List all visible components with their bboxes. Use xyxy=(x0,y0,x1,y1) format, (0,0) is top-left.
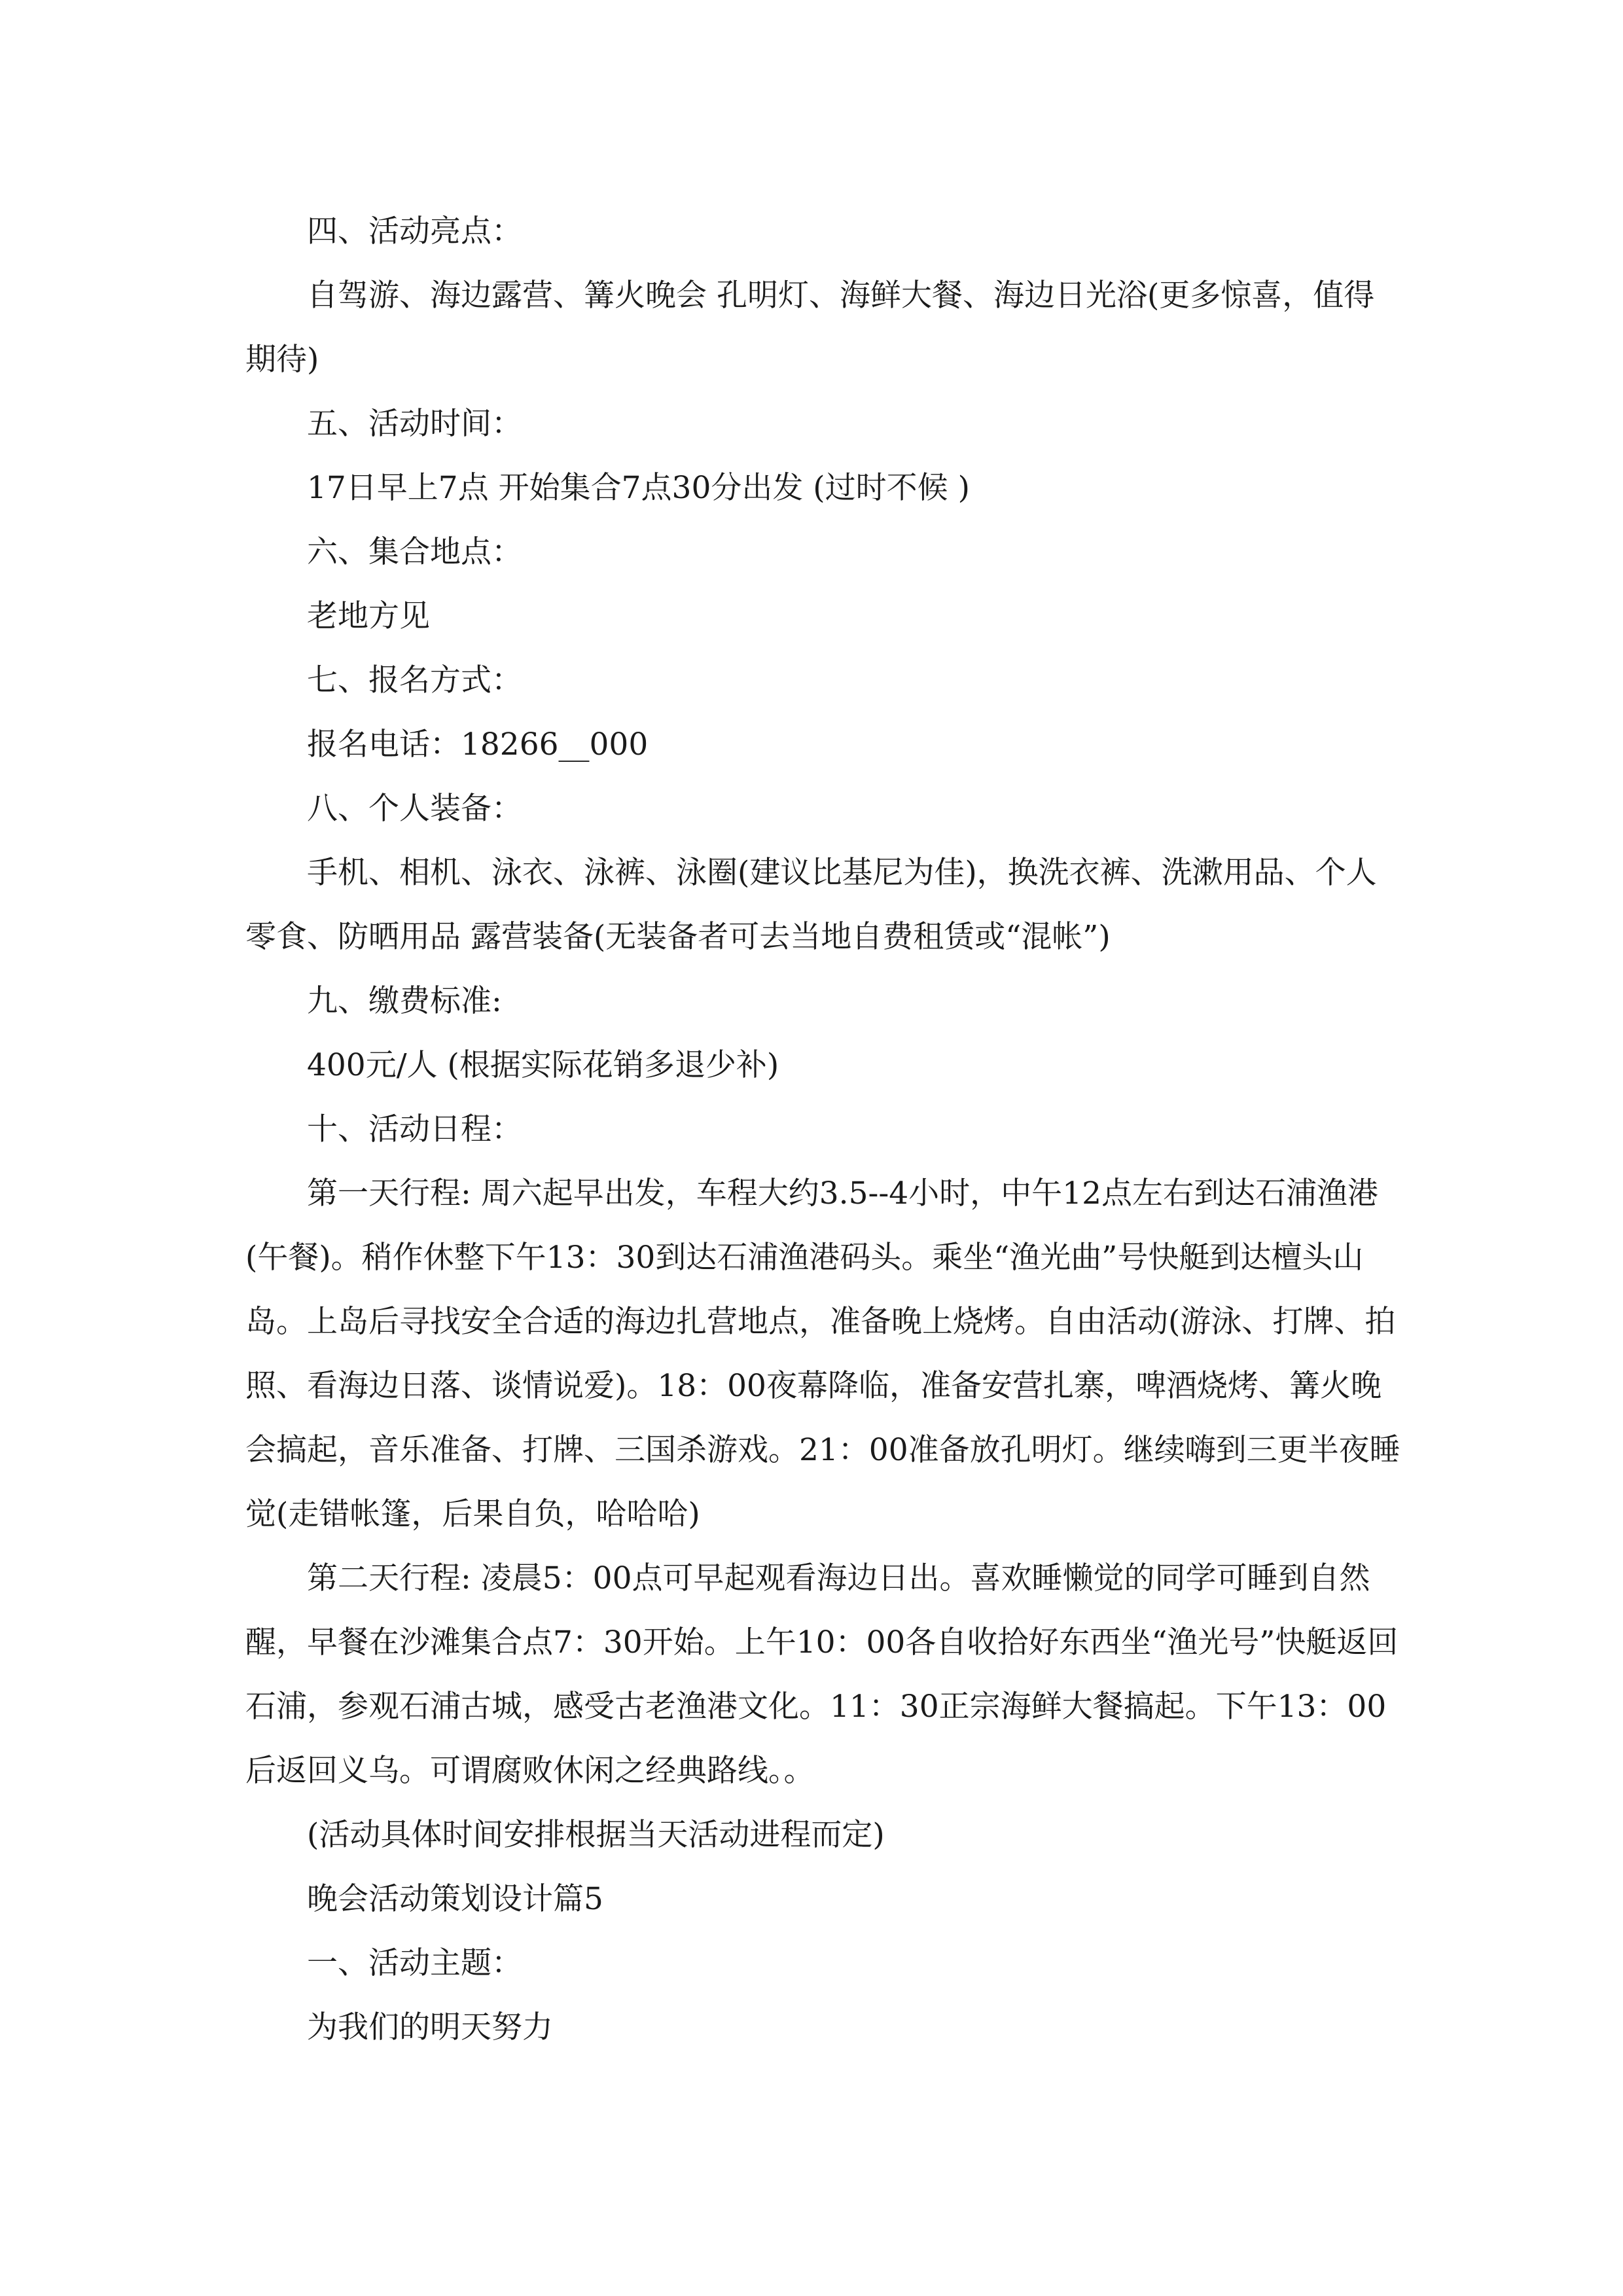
document-body xyxy=(245,200,1404,2060)
paragraph-fee: 400元/人 (根据实际花销多退少补) xyxy=(307,1047,779,1083)
paragraph-equipment: 手机、相机、泳衣、泳裤、泳圈(建议比基尼为佳)，换洗衣裤、洗漱用品、个人零食、防晒用品 露营装备(无装备者可去当地自费租赁或“混帐”) xyxy=(245,855,1377,955)
section-heading-location: 六、集合地点： xyxy=(307,534,522,570)
paragraph-day-two: 第二天行程: 凌晨5：00点可早起观看海边日出。喜欢睡懒觉的同学可睡到自然醒，早餐在沙滩集合点7：30开始。上午10：00各自收拾好东西坐“渔光号”快艇返回石浦，参观石浦古城，感受古老渔港文化。11：30正宗海鲜大餐搞起。下午13：00后返回义乌。可谓腐败休闲之经典路线。。 xyxy=(245,1560,1399,1789)
paragraph-day-one: 第一天行程: 周六起早出发，车程大约3.5--4小时，中午12点左右到达石浦渔港(午餐)。稍作休整下午13：30到达石浦渔港码头。乘坐“渔光曲”号快艇到达檀头山岛。上岛后寻找安全合适的海边扎营地点，准备晚上烧烤。自由活动(游泳、打牌、拍照、看海边日落、谈情说爱)。18：00夜幕降临，准备安营扎寨，啤酒烧烤、篝火晚会搞起，音乐准备、打牌、三国杀游戏。21：00准备放孔明灯。继续嗨到三更半夜睡觉(走错帐篷，后果自负，哈哈哈) xyxy=(245,1175,1400,1532)
paragraph-theme: 为我们的明天努力 xyxy=(307,2009,553,2045)
section-heading-highlights: 四、活动亮点： xyxy=(307,213,522,249)
section-heading-time: 五、活动时间： xyxy=(307,406,522,442)
paragraph-signup-phone: 报名电话：18266__000 xyxy=(307,726,649,762)
paragraph-time: 17日早上7点 开始集合7点30分出发 (过时不候 ) xyxy=(307,470,970,506)
section-heading-schedule: 十、活动日程： xyxy=(307,1111,522,1147)
article-title-part5: 晚会活动策划设计篇5 xyxy=(307,1881,603,1917)
paragraph-highlights: 自驾游、海边露营、篝火晚会 孔明灯、海鲜大餐、海边日光浴(更多惊喜，值得期待) xyxy=(245,278,1375,378)
paragraph-schedule-note: (活动具体时间安排根据当天活动进程而定) xyxy=(307,1817,885,1853)
section-heading-theme: 一、活动主题： xyxy=(307,1945,522,1981)
paragraph-location: 老地方见 xyxy=(307,598,430,634)
section-heading-signup: 七、报名方式： xyxy=(307,662,522,698)
section-heading-equipment: 八、个人装备： xyxy=(307,791,522,827)
section-heading-fee: 九、缴费标准: xyxy=(307,983,502,1019)
